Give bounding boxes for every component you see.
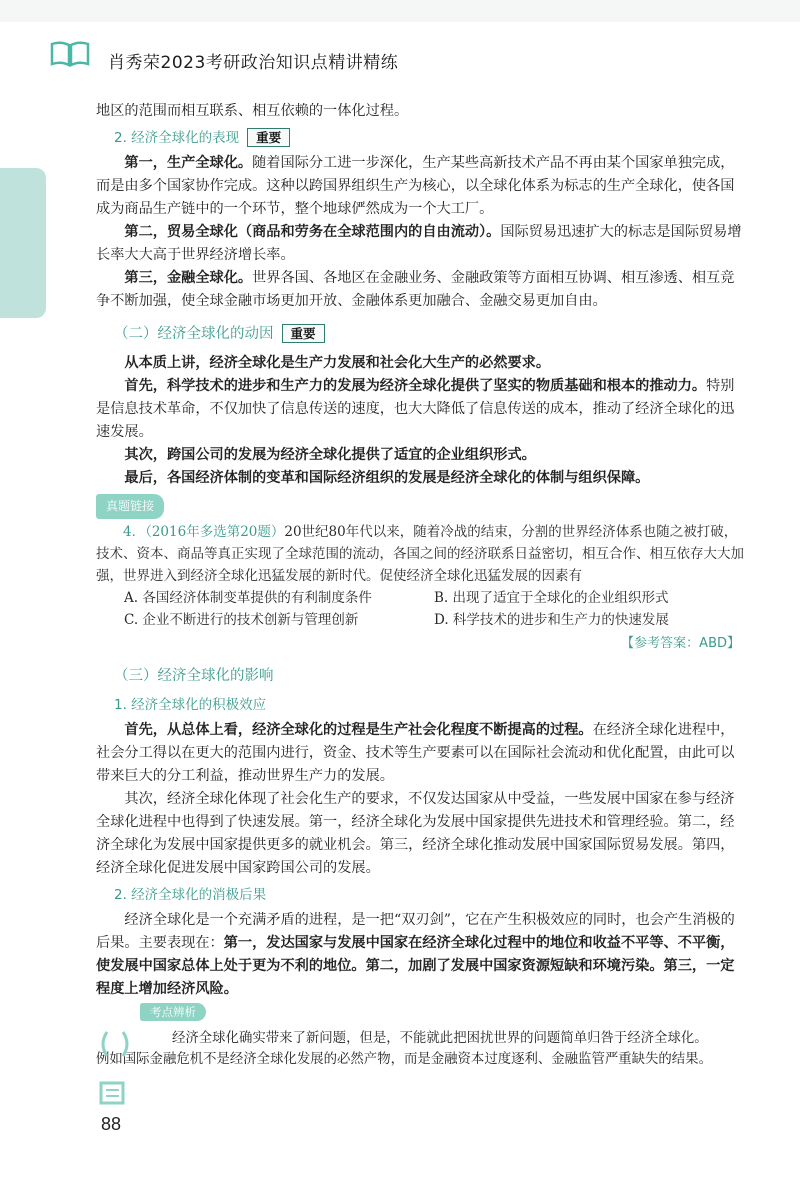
paragraph-lead: 第三，金融全球化。 bbox=[124, 270, 253, 286]
subheading-positive: 1. 经济全球化的积极效应 bbox=[114, 697, 267, 713]
intro-paragraph: 地区的范围而相互联系、相互依赖的一体化过程。 bbox=[96, 103, 409, 119]
section-heading-impact: （三）经济全球化的影响 bbox=[114, 668, 274, 684]
book-icon bbox=[50, 41, 90, 67]
paragraph-lead: 第一，发达国家与发展中国家在经济全球化过程中的地位和收益不平等、不平衡，使发展中国家总体上处于更为不利的地位。第二，加剧了发展中国家资源短缺和环境污染。第三，一定程度上增加经济风险。 bbox=[96, 935, 735, 997]
note-badge: 考点辨析 bbox=[140, 1003, 206, 1021]
reference-answer: 【参考答案：ABD】 bbox=[621, 636, 740, 651]
section-heading-text: 2. 经济全球化的表现 bbox=[114, 130, 240, 146]
paragraph-lead: 第二，贸易全球化（商品和劳务在全球范围内的自由流动）。 bbox=[124, 224, 501, 240]
section-heading-text: （二）经济全球化的动因 bbox=[114, 326, 274, 342]
paragraph-cause-1: 从本质上讲，经济全球化是生产力发展和社会化大生产的必然要求。 bbox=[124, 355, 551, 371]
paragraph-negative bbox=[96, 909, 746, 1001]
paragraph-finance bbox=[96, 267, 746, 313]
note-line-2: 例如国际金融危机不是经济全球化发展的必然产物，而是金融资本过度逐利、金融监管严重缺失的结果。 bbox=[96, 1051, 712, 1066]
paragraph-lead: 首先，科学技术的进步和生产力的发展为经济全球化提供了坚实的物质基础和根本的推动力。 bbox=[124, 378, 707, 394]
option-a: A. 各国经济体制变革提供的有利制度条件 bbox=[124, 590, 372, 606]
subheading-negative: 2. 经济全球化的消极后果 bbox=[114, 887, 267, 903]
book-title: 肖秀荣2023考研政治知识点精讲精练 bbox=[108, 53, 399, 73]
header-top-strip bbox=[0, 0, 800, 22]
paragraph-positive-2: 其次，经济全球化体现了社会化生产的要求，不仅发达国家从中受益，一些发展中国家在参与经济全球化进程中也得到了快速发展。第一，经济全球化为发展中国家提供先进技术和管理经验。第二，经济全球化为发展中国家提供更多的就业机会。第三，经济全球化推动发展中国家国际贸易发展。第四，经济全球化促进发展中国家跨国公司的发展。 bbox=[96, 791, 735, 876]
exam-source: 4．（2016年多选第20题） bbox=[123, 524, 285, 540]
paragraph-text: 国际贸易迅速扩大的标志是国际贸易增长率大大高于世界经济增长率。 bbox=[96, 224, 742, 263]
paragraph-trade bbox=[96, 221, 746, 267]
bracket-decoration-icon bbox=[95, 1030, 135, 1058]
paragraph-text: 随着国际分工进一步深化，生产某些高新技术产品不再由某个国家单独完成，而是由多个国家协作完成。这种以跨国界组织生产为核心，以全球化体系为标志的生产全球化，使各国成为商品生产链中的一个环节，整个地球俨然成为一个大工厂。 bbox=[96, 155, 735, 217]
paragraph-cause-2 bbox=[96, 375, 746, 444]
section-heading-manifestation bbox=[114, 127, 746, 150]
paragraph-text: 特别是信息技术革命，不仅加快了信息传送的速度，也大大降低了信息传送的成本，推动了经济全球化的迅速发展。 bbox=[96, 378, 735, 440]
main-content bbox=[96, 100, 746, 1001]
option-d: D. 科学技术的进步和生产力的快速发展 bbox=[434, 612, 669, 628]
paragraph-production bbox=[96, 152, 746, 221]
paragraph-lead: 第一，生产全球化。 bbox=[124, 155, 253, 171]
page-number: 88 bbox=[101, 1114, 122, 1134]
chapter-side-tab bbox=[0, 168, 46, 318]
important-tag: 重要 bbox=[247, 128, 290, 147]
option-c: C. 企业不断进行的技术创新与管理创新 bbox=[124, 612, 359, 628]
paragraph-text: 在经济全球化进程中，社会分工得以在更大的范围内进行，资金、技术等生产要素可以在国际社会流动和优化配置，由此可以带来巨大的分工利益，推动世界生产力的发展。 bbox=[96, 722, 735, 784]
notebook-icon bbox=[98, 1080, 128, 1106]
exam-stem: 20世纪80年代以来，随着冷战的结束，分割的世界经济体系也随之被打破，技术、资本、商品等真正实现了全球范围的流动，各国之间的经济联系日益密切，相互合作、相互依存大大加强，世界进入到经济全球化迅猛发展的新时代。促使经济全球化迅猛发展的因素有 bbox=[96, 524, 744, 584]
note-text bbox=[96, 1013, 756, 1069]
section-heading-cause bbox=[114, 323, 746, 346]
paragraph-text: 经济全球化是一个充满矛盾的进程，是一把“双刃剑”，它在产生积极效应的同时，也会产生消极的后果。主要表现在： bbox=[96, 912, 735, 951]
paragraph-text: 世界各国、各地区在金融业务、金融政策等方面相互协调、相互渗透、相互竞争不断加强，使全球金融市场更加开放、金融体系更加融合、金融交易更加自由。 bbox=[96, 270, 735, 309]
option-b: B. 出现了适宜于全球化的企业组织形式 bbox=[434, 590, 669, 606]
paragraph-cause-4: 最后，各国经济体制的变革和国际经济组织的发展是经济全球化的体制与组织保障。 bbox=[124, 470, 650, 486]
paragraph-lead: 首先，从总体上看，经济全球化的过程是生产社会化程度不断提高的过程。 bbox=[124, 722, 593, 738]
exam-question-text bbox=[96, 521, 746, 587]
exam-options bbox=[124, 587, 746, 631]
important-tag: 重要 bbox=[282, 324, 325, 343]
exam-link-badge: 真题链接 bbox=[96, 494, 164, 519]
note-line-1: 经济全球化确实带来了新问题，但是，不能就此把困扰世界的问题简单归咎于经济全球化。 bbox=[172, 1030, 708, 1045]
paragraph-cause-3: 其次，跨国公司的发展为经济全球化提供了适宜的企业组织形式。 bbox=[124, 447, 536, 463]
exam-question bbox=[96, 521, 746, 655]
paragraph-positive-1 bbox=[96, 719, 746, 788]
note-box bbox=[96, 1005, 756, 1069]
